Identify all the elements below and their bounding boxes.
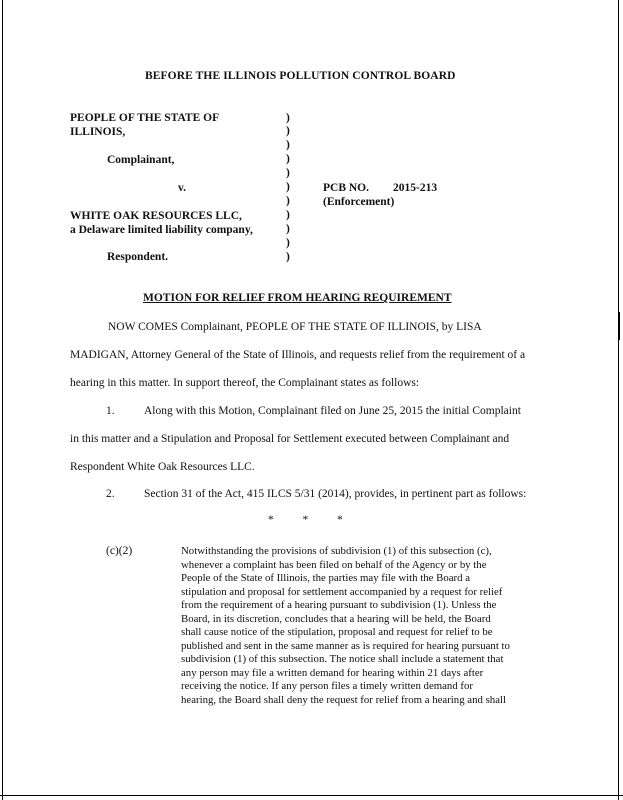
caption-paren: ) (286, 167, 290, 179)
quote-line: from the requirement of a hearing pursuant to subdivision (1). Unless the (181, 599, 497, 611)
quote-line: shall cause notice of the stipulation, proposal and request for relief to be (181, 626, 493, 638)
quote-line: Notwithstanding the provisions of subdivision (1) of this subsection (c), (181, 545, 492, 557)
caption-paren: ) (286, 209, 290, 221)
quoted-statute-block (181, 545, 510, 707)
pcb-number: 2015-213 (393, 182, 438, 194)
respondent-name-line1: WHITE OAK RESOURCES LLC, (70, 210, 242, 222)
board-heading: BEFORE THE ILLINOIS POLLUTION CONTROL BOARD (145, 70, 456, 82)
case-type: (Enforcement) (323, 196, 395, 208)
intro-line-3: hearing in this matter. In support thereof, the Complainant states as follows: (70, 377, 420, 389)
intro-line-1: NOW COMES Complainant, PEOPLE OF THE STATE OF ILLINOIS, by LISA (108, 321, 482, 333)
paragraph-2-line-1: Section 31 of the Act, 415 ILCS 5/31 (2014), provides, in pertinent part as follows: (144, 488, 527, 500)
caption-paren: ) (286, 251, 290, 263)
quote-line: receiving the notice. If any person files a timely written demand for (181, 680, 474, 692)
complainant-name-line2: ILLINOIS, (70, 126, 126, 138)
quote-line: stipulation and proposal for settlement accompanied by a request for relief (181, 585, 503, 598)
page-right-border (618, 0, 619, 800)
paragraph-1-line-1: Along with this Motion, Complainant filed on June 25, 2015 the initial Complaint (144, 405, 521, 417)
paragraph-1-line-3: Respondent White Oak Resources LLC. (70, 461, 255, 473)
respondent-name-line2: a Delaware limited liability company, (70, 224, 253, 236)
paragraph-1-number: 1. (106, 405, 115, 417)
caption-paren: ) (286, 139, 290, 151)
quote-subsection-label: (c)(2) (106, 545, 133, 557)
paragraph-1-line-2: in this matter and a Stipulation and Proposal for Settlement executed between Complainant and (70, 433, 510, 445)
caption-paren: ) (286, 195, 290, 207)
respondent-role: Respondent. (107, 251, 169, 263)
paragraph-2-number: 2. (106, 488, 115, 500)
intro-line-2: MADIGAN, Attorney General of the State of Illinois, and requests relief from the requirement of a (70, 349, 526, 361)
scan-margin-mark (619, 312, 620, 340)
caption-paren: ) (286, 112, 290, 124)
quote-line: whenever a complaint has been filed on behalf of the Agency or by the (181, 558, 487, 571)
motion-title: MOTION FOR RELIEF FROM HEARING REQUIREMENT (143, 292, 452, 304)
complainant-role: Complainant, (107, 154, 175, 166)
quote-line: published and sent in the same manner as is required for hearing pursuant to (181, 639, 510, 652)
quote-line: subdivision (1) of this subsection. The notice shall include a statement that (181, 653, 504, 665)
page-bottom-border (0, 795, 623, 796)
quote-line: hearing, the Board shall deny the request for relief from a hearing and shall (181, 693, 506, 706)
complainant-name-line1: PEOPLE OF THE STATE OF (70, 112, 220, 124)
pcb-number-label: PCB NO. (323, 182, 369, 194)
caption-paren: ) (286, 125, 290, 137)
caption-paren: ) (286, 223, 290, 235)
quote-line: any person may file a written demand for hearing within 21 days after (181, 666, 484, 679)
caption-paren: ) (286, 153, 290, 165)
quote-line: Board, in its discretion, concludes that a hearing will be held, the Board (181, 612, 491, 625)
versus-label: v. (178, 182, 186, 194)
caption-paren: ) (286, 237, 290, 249)
quote-line: People of the State of Illinois, the parties may file with the Board a (181, 572, 471, 584)
caption-paren: ) (286, 181, 290, 193)
page-left-border (2, 0, 3, 800)
section-ellipsis-asterisks: * * * (268, 514, 343, 526)
